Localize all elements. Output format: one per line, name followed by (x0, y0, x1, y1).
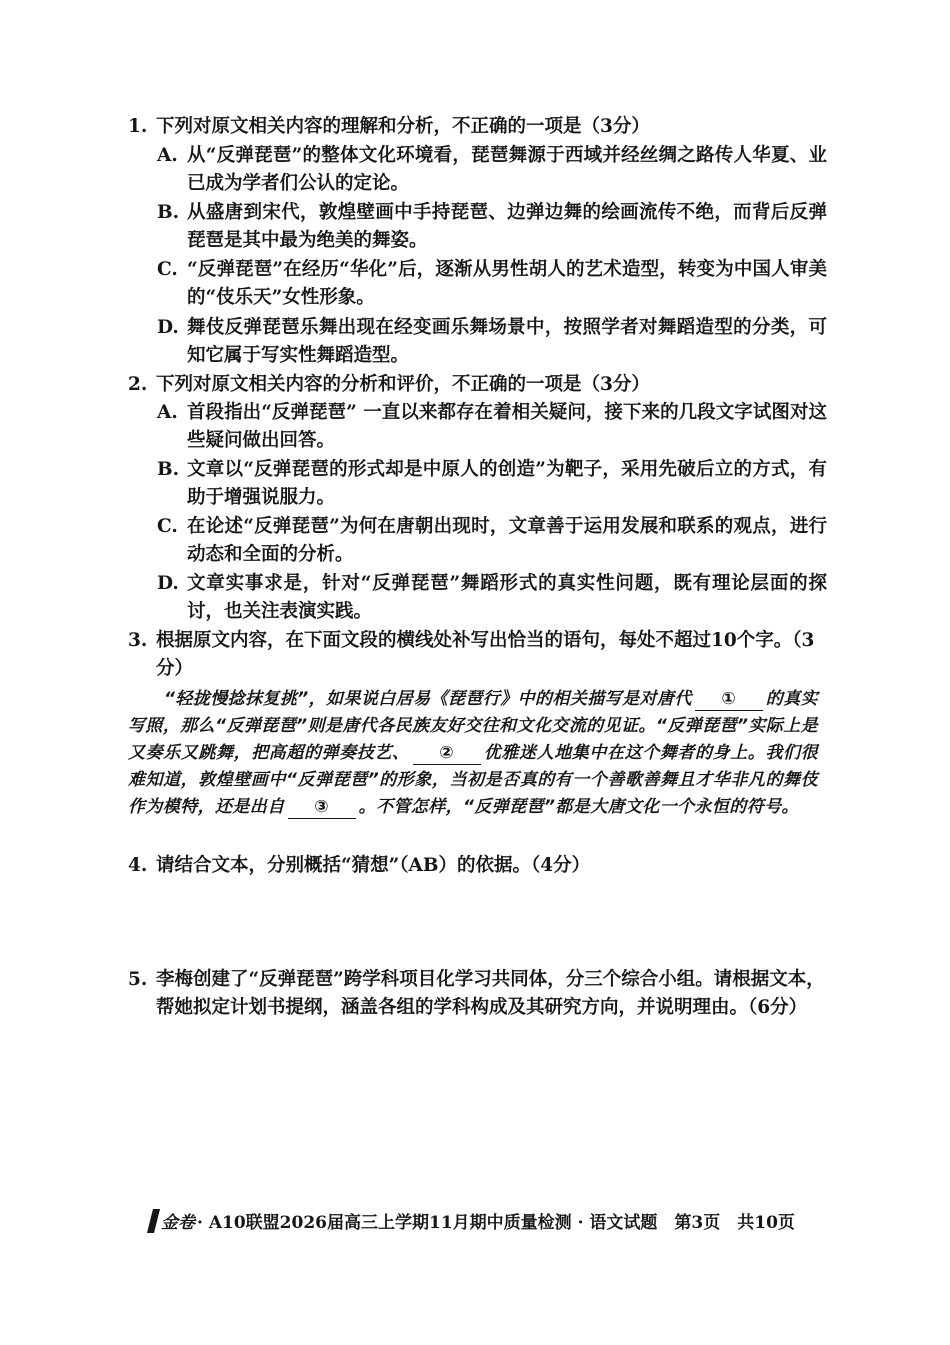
option-text: 文章实事求是，针对“反弹琵琶”舞蹈形式的真实性问题，既有理论层面的探讨，也关注表演实践。 (187, 573, 827, 622)
question-stem: 根据原文内容，在下面文段的横线处补写出恰当的语句，每处不超过10个字。（3分） (156, 630, 815, 679)
question-3 (128, 627, 828, 683)
option-text: 从“反弹琵琶”的整体文化环境看，琵琶舞源于西域并经丝绸之路传人华夏、业已成为学者们公认的定论。 (187, 145, 827, 194)
q2-option-c (157, 513, 827, 569)
question-stem: 请结合文本，分别概括“猜想”（AB）的依据。（4分） (156, 855, 591, 876)
option-label: D. (157, 573, 179, 594)
question-stem: 下列对原文相关内容的理解和分析，不正确的一项是（3分） (156, 116, 650, 137)
question-1 (128, 113, 828, 141)
question-2 (128, 371, 828, 399)
option-text: 从盛唐到宋代，敦煌壁画中手持琵琶、边弹边舞的绘画流传不绝，而背后反弹琵琶是其中最为绝美的舞姿。 (187, 202, 827, 251)
question-stem: 下列对原文相关内容的分析和评价，不正确的一项是（3分） (156, 374, 650, 395)
question-number: 2. (128, 374, 148, 395)
brand-logo: 金卷 (161, 1213, 195, 1233)
option-label: B. (157, 459, 180, 480)
question-number: 1. (128, 116, 148, 137)
q5-answer-area[interactable] (128, 1055, 818, 1195)
passage-text-2: 的真实写照，那么“反弹琵琶”则是唐代各民族友好交往和文化交流的见证。“反弹琵琶”实际上是又奏乐又跳舞，把高超的弹奏技艺、 (128, 689, 819, 763)
q2-option-d (157, 570, 827, 626)
q2-option-b (157, 456, 827, 512)
passage-text-1: “轻拢慢捻抹复挑”，如果说白居易《琵琶行》中的相关描写是对唐代 (164, 689, 692, 709)
q1-option-a (157, 142, 827, 198)
question-number: 3. (128, 630, 148, 651)
option-label: C. (157, 259, 178, 280)
question-number: 4. (128, 855, 148, 876)
footer-text: · A10联盟2026届高三上学期11月期中质量检测 · 语文试题 第3页 共10页 (197, 1213, 795, 1233)
q2-option-a (157, 399, 827, 455)
passage-text-3: 优雅迷人地集中在这个舞者的身上。我们很难知道，敦煌壁画中“反弹琵琶”的形象，当初是否真的有一个善歌善舞且才华非凡的舞伎作为模特，还是出自 (128, 743, 818, 817)
option-text: “反弹琵琶”在经历“华化”后，逐渐从男性胡人的艺术造型，转变为中国人审美的“伎乐天”女性形象。 (187, 259, 827, 308)
question-5 (128, 966, 828, 1022)
brand-mark-icon (147, 1209, 160, 1233)
q1-option-c (157, 256, 827, 312)
option-label: B. (157, 202, 180, 223)
q1-option-b (157, 199, 827, 255)
option-label: D. (157, 317, 179, 338)
question-4 (128, 852, 828, 880)
q4-answer-area[interactable] (128, 885, 818, 960)
option-label: A. (157, 145, 178, 166)
option-text: 舞伎反弹琵琶乐舞出现在经变画乐舞场景中，按照学者对舞蹈造型的分类，可知它属于写实性舞蹈造型。 (187, 317, 827, 366)
blank-2[interactable]: ② (413, 742, 481, 765)
option-label: C. (157, 516, 178, 537)
option-text: 在论述“反弹琵琶”为何在唐朝出现时，文章善于运用发展和联系的观点，进行动态和全面的分析。 (187, 516, 827, 565)
blank-1[interactable]: ① (695, 688, 763, 711)
blank-3[interactable]: ③ (288, 796, 356, 819)
page-footer (150, 1208, 810, 1233)
passage-text-4: 。不管怎样，“反弹琵琶”都是大唐文化一个永恒的符号。 (358, 797, 799, 817)
option-text: 文章以“反弹琵琶的形式却是中原人的创造”为靶子，采用先破后立的方式，有助于增强说服力。 (187, 459, 827, 508)
option-text: 首段指出“反弹琵琶” 一直以来都存在着相关疑问，接下来的几段文字试图对这些疑问做出回答。 (187, 402, 827, 451)
q3-passage (128, 686, 818, 821)
question-number: 5. (128, 969, 148, 990)
question-stem: 李梅创建了“反弹琵琶”跨学科项目化学习共同体，分三个综合小组。请根据文本，帮她拟定计划书提纲，涵盖各组的学科构成及其研究方向，并说明理由。（6分） (156, 969, 825, 1018)
q1-option-d (157, 314, 827, 370)
option-label: A. (157, 402, 178, 423)
